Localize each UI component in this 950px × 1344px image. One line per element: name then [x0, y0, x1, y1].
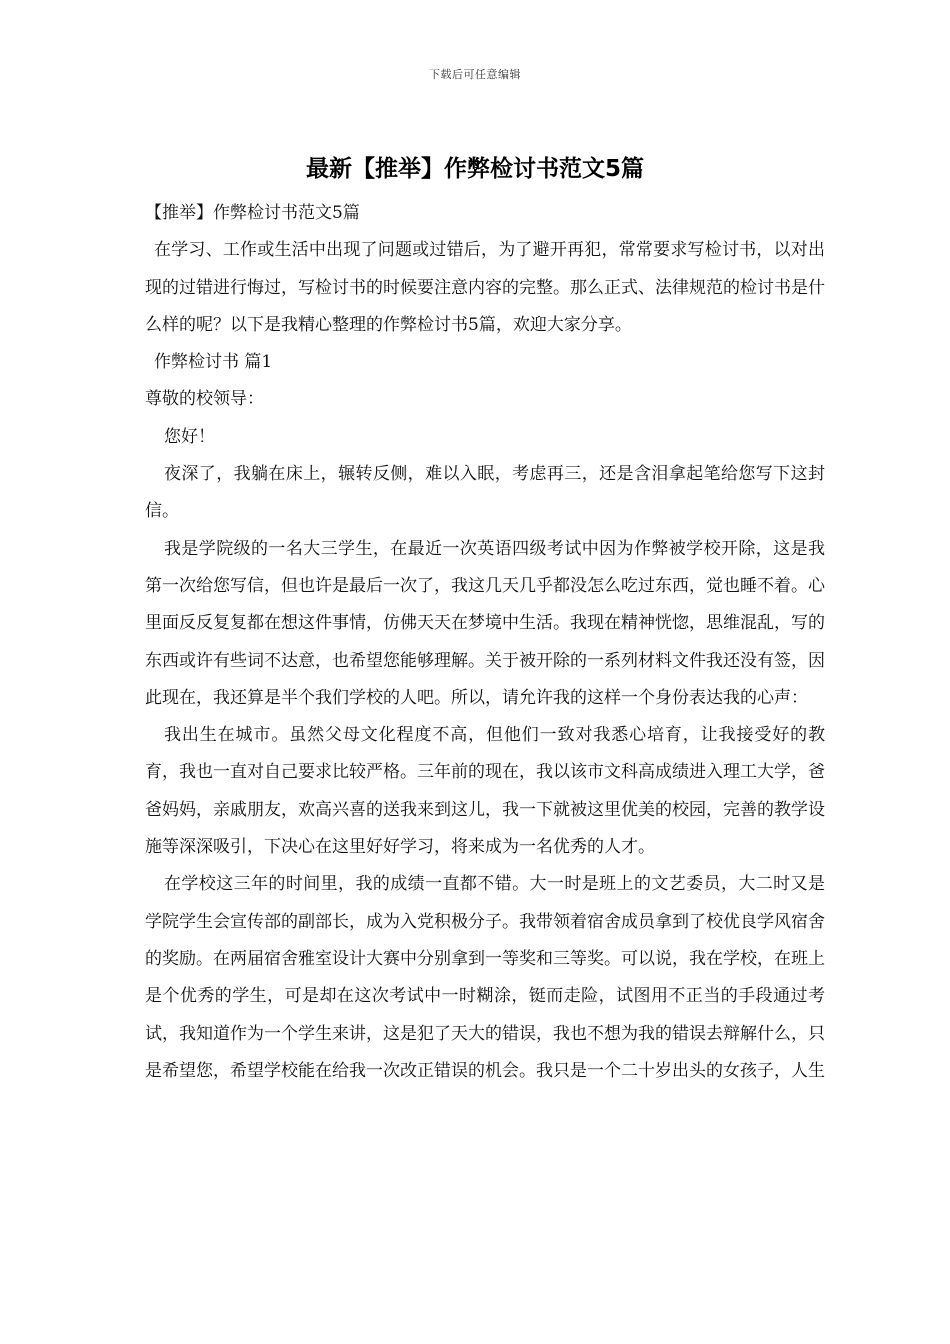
body-paragraph: 在学校这三年的时间里，我的成绩一直都不错。大一时是班上的文艺委员，大二时又是学院学生会宣传部的副部长，成为入党积极分子。我带领着宿舍成员拿到了校优良学风宿舍的奖励。在两届宿舍雅室设计大赛中分别拿到一等奖和三等奖。可以说，我在学校，在班上是个优秀的学生，可是却在这次考试中一时糊涂，铤而走险，试图用不正当的手段通过考试，我知道作为一个学生来讲，这是犯了天大的错误，我也不想为我的错误去辩解什么，只是希望您，希望学校能在给我一次改正错误的机会。我只是一个二十岁出头的女孩子，人生: [145, 874, 825, 1081]
body-paragraph: 夜深了，我躺在床上，辗转反侧，难以入眠，考虑再三，还是含泪拿起笔给您写下这封信。: [145, 464, 825, 522]
document-body: [145, 195, 825, 1090]
header-note: 下载后可任意编辑: [429, 68, 521, 81]
section-heading: 作弊检讨书 篇1: [154, 352, 273, 373]
intro-paragraph: 在学习、工作或生活中出现了问题或过错后，为了避开再犯，常常要求写检讨书，以对出现的过错进行悔过，写检讨书的时候要注意内容的完整。那么正式、法律规范的检讨书是什么样的呢？以下是我精心整理的作弊检讨书5篇，欢迎大家分享。: [145, 240, 825, 335]
salutation: 尊敬的校领导：: [145, 389, 264, 410]
body-paragraph: 我是学院级的一名大三学生，在最近一次英语四级考试中因为作弊被学校开除，这是我第一次给您写信，但也许是最后一次了，我这几天几乎都没怎么吃过东西，觉也睡不着。心里面反反复复都在想这件事情，仿佛天天在梦境中生活。我现在精神恍惚，思维混乱，写的东西或许有些词不达意，也希望您能够理解。关于被开除的一系列材料文件我还没有签，因此现在，我还算是半个我们学校的人吧。所以，请允许我的这样一个身份表达我的心声：: [145, 538, 825, 708]
subtitle-line: 【推举】作弊检讨书范文5篇: [145, 203, 360, 223]
greeting: 您好！: [164, 426, 215, 447]
body-paragraph: 我出生在城市。虽然父母文化程度不高，但他们一致对我悉心培育，让我接受好的教育，我也一直对自己要求比较严格。三年前的现在，我以该市文科高成绩进入理工大学，爸爸妈妈，亲戚朋友，欢高兴喜的送我来到这儿，我一下就被这里优美的校园，完善的教学设施等深深吸引，下决心在这里好好学习，将来成为一名优秀的人才。: [145, 725, 825, 858]
document-title: 最新【推举】作弊检讨书范文5篇: [305, 156, 644, 182]
